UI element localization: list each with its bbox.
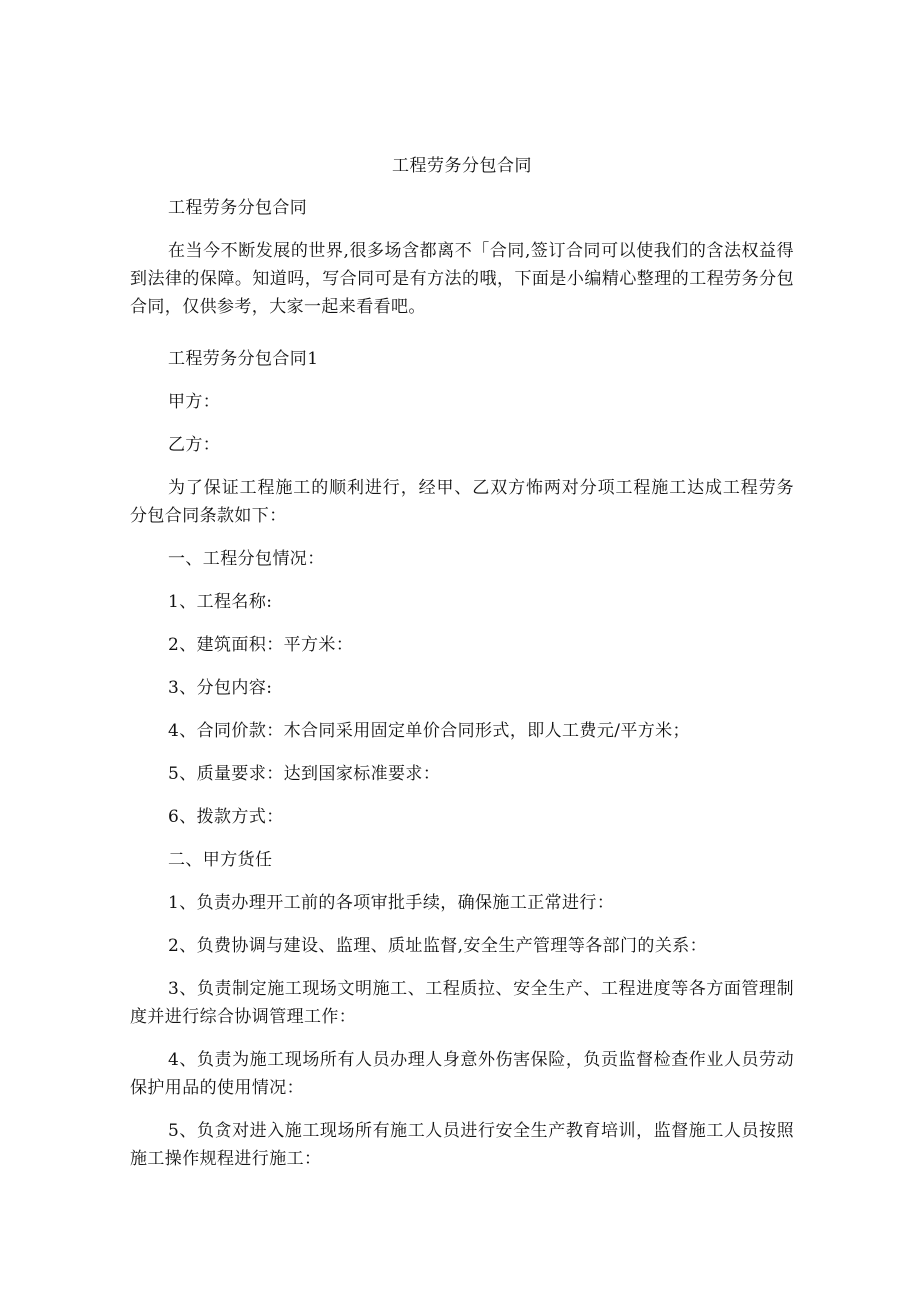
clause-2-4: 4、负责为施工现场所有人员办理人身意外伤害保险，负贡监督检查作业人员劳动保护用品的使用情况： xyxy=(130,1050,794,1098)
clause-1-6: 6、拨款方式： xyxy=(168,807,284,827)
section-heading-1: 一、工程分包情况： xyxy=(168,549,325,569)
clause-2-3: 3、负责制定施工现场文明施工、工程质拉、安全生产、工程进度等各方面管理制度并进行综合协调管理工作： xyxy=(130,979,794,1027)
clause-2-1: 1、负责办理开工前的各项审批手续，确保施工正常进行： xyxy=(168,893,615,913)
clause-1-2: 2、建筑面积：平方米： xyxy=(168,635,354,655)
intro-paragraph: 在当今不断发展的世界,很多场含都离不「合同,签订合同可以使我们的含法权益得到法律的保障。知道吗，写合同可是有方法的哦，下面是小编精心整理的工程劳务分包合同，仅供参考，大家一起来看看吧。 xyxy=(130,241,794,317)
party-b-line: 乙方： xyxy=(168,435,221,455)
clause-2-2: 2、负费协调与建设、监理、质址监督,安全生产管理等各部门的关系： xyxy=(168,936,708,956)
clause-1-5: 5、质量要求：达到国家标准要求： xyxy=(168,764,441,784)
contract-heading: 工程劳务分包合同1 xyxy=(168,349,319,369)
clause-2-5: 5、负贪对进入施工现场所有施工人员进行安全生产教育培训，监督施工人员按照施工操作规程进行施工： xyxy=(130,1121,794,1169)
clause-1-4: 4、合同价款：木合同采用固定单价合同形式，即人工费元/平方米； xyxy=(168,721,690,741)
clause-1-3: 3、分包内容: xyxy=(168,678,273,698)
party-a-line: 甲方： xyxy=(168,392,221,412)
document-title: 工程劳务分包合同 xyxy=(392,156,532,176)
clause-1-1: 1、工程名称: xyxy=(168,592,273,612)
preamble-paragraph: 为了保证工程施工的顺利进行，经甲、乙双方怖两对分项工程施工达成工程劳务分包合同条款如下： xyxy=(130,478,794,526)
section-heading-2: 二、甲方货任 xyxy=(168,850,273,870)
document-page xyxy=(130,152,794,1188)
subtitle-paragraph: 工程劳务分包合同 xyxy=(168,198,308,218)
